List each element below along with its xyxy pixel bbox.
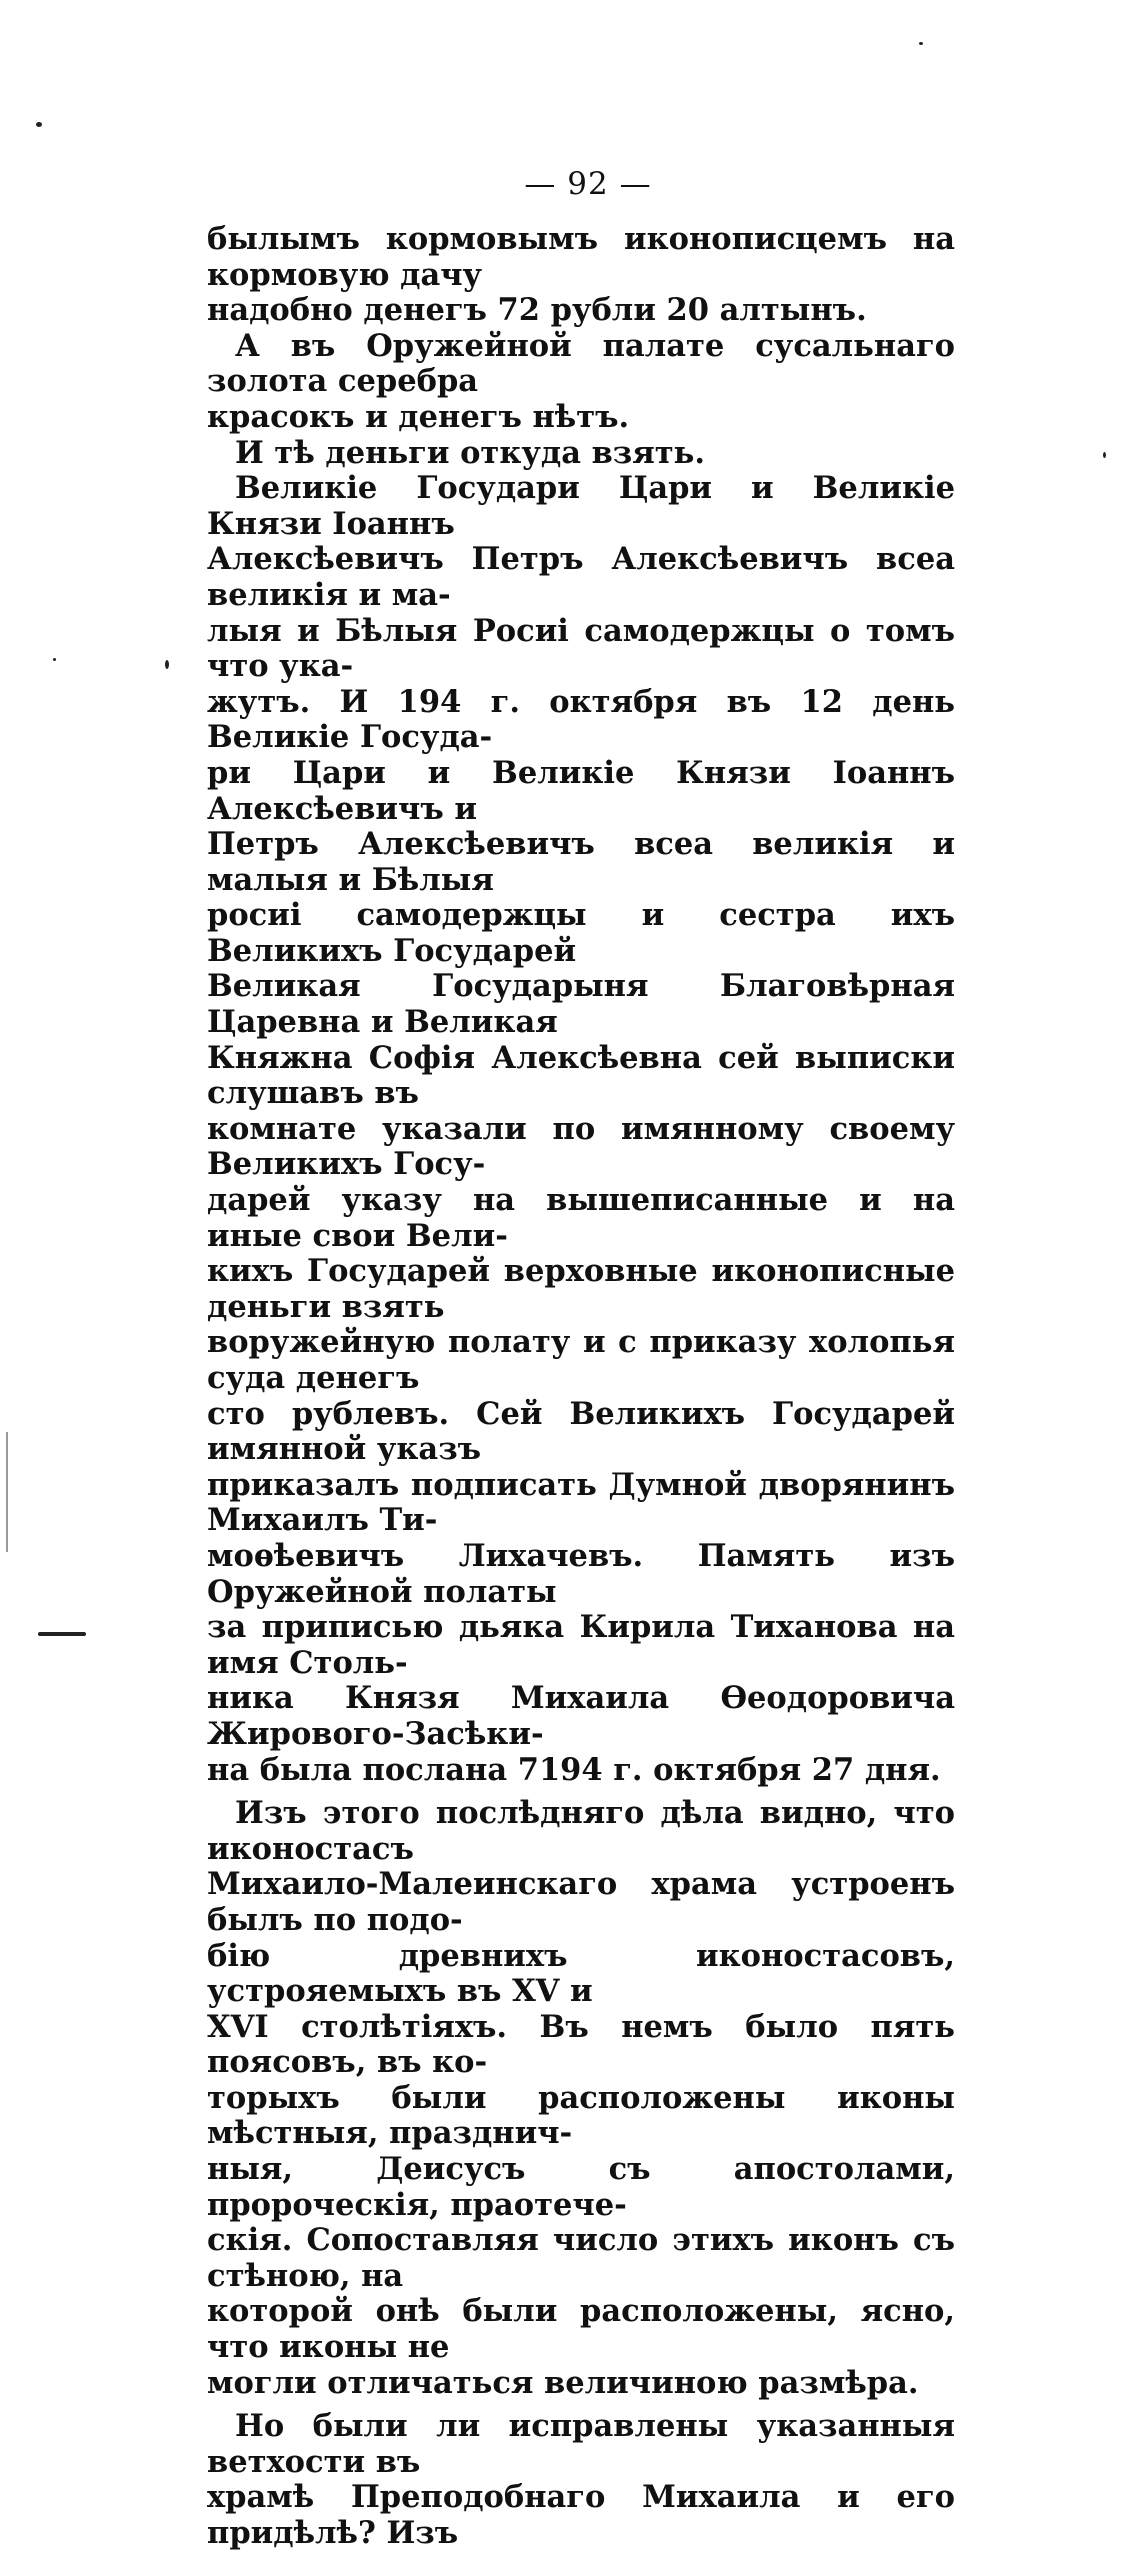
paragraph-3: И тѣ деньги откуда взять. [235, 434, 705, 471]
scan-speck [165, 660, 169, 669]
paragraph-1: былымъ кормовымъ иконописцемъ на кормовую дачу надобно денегъ 72 рубли 20 алтынъ. [207, 221, 955, 329]
scan-speck [919, 42, 923, 45]
page-number: — 92 — [524, 166, 652, 202]
paragraph-5: Изъ этого послѣдняго дѣла видно, что иконостасъ Михаило-Малеинскаго храма устроенъ былъ по подо- бію древнихъ иконостасовъ, устрояемыхъ въ XV и XVI столѣтіяхъ. Въ немъ было пять поясовъ, въ ко- торыхъ были расположены иконы мѣстныя, празднич- ныя, Деисусъ съ апостолами, пророческія, праотече- скія. Сопоставляя число этихъ иконъ съ стѣною, на которой онѣ были расположены, ясно, что иконы не могли отличаться величиною размѣра. [207, 1795, 955, 2401]
scan-dash-mark [38, 1632, 86, 1636]
paragraph-6: Но были ли исправлены указанныя ветхости въ храмѣ Преподобнаго Михаила и его придѣлѣ? Изъ [207, 2408, 955, 2551]
scan-speck [1103, 452, 1106, 458]
paragraph-4: Великіе Государи Цари и Великіе Князи Іоаннъ Алексѣевичъ Петръ Алексѣевичъ всеа великія и ма- лыя и Бѣлыя Росиі самодержцы о томъ что ука- жутъ. И 194 г. октября въ 12 день Великіе Госуда- ри Цари и Великіе Князи Іоаннъ Алексѣевичъ и Петръ Алексѣевичъ всеа великія и малыя и Бѣлыя росиі самодержцы и сестра ихъ Великихъ Государей Великая Государыня Благовѣрная Царевна и Великая Княжна Софія Алексѣевна сей выписки слушавъ въ комнате указали по имянному своему Великихъ Госу- дарей указу на вышеписанные и на иные свои Вели- кихъ Государей верховные иконописные деньги взять воружейную полату и с приказу холопья суда денегъ сто рублевъ. Сей Великихъ Государей имянной указъ приказалъ подписать Думной дворянинъ Михаилъ Ти- моѳѣевичъ Лихачевъ. Память изъ Оружейной полаты за приписью дьяка Кирила Тиханова на имя Столь- ника Князя Михаила Ѳеодоровича Жирового-Засѣки- на была послана 7194 г. октября 27 дня. [207, 470, 955, 1788]
body-text [207, 222, 955, 2552]
scan-edge-line [6, 1432, 8, 1552]
scan-speck [36, 122, 42, 127]
scan-speck [53, 658, 56, 661]
paragraph-2: А въ Оружейной палате сусальнаго золота серебра красокъ и денегъ нѣтъ. [207, 327, 955, 435]
